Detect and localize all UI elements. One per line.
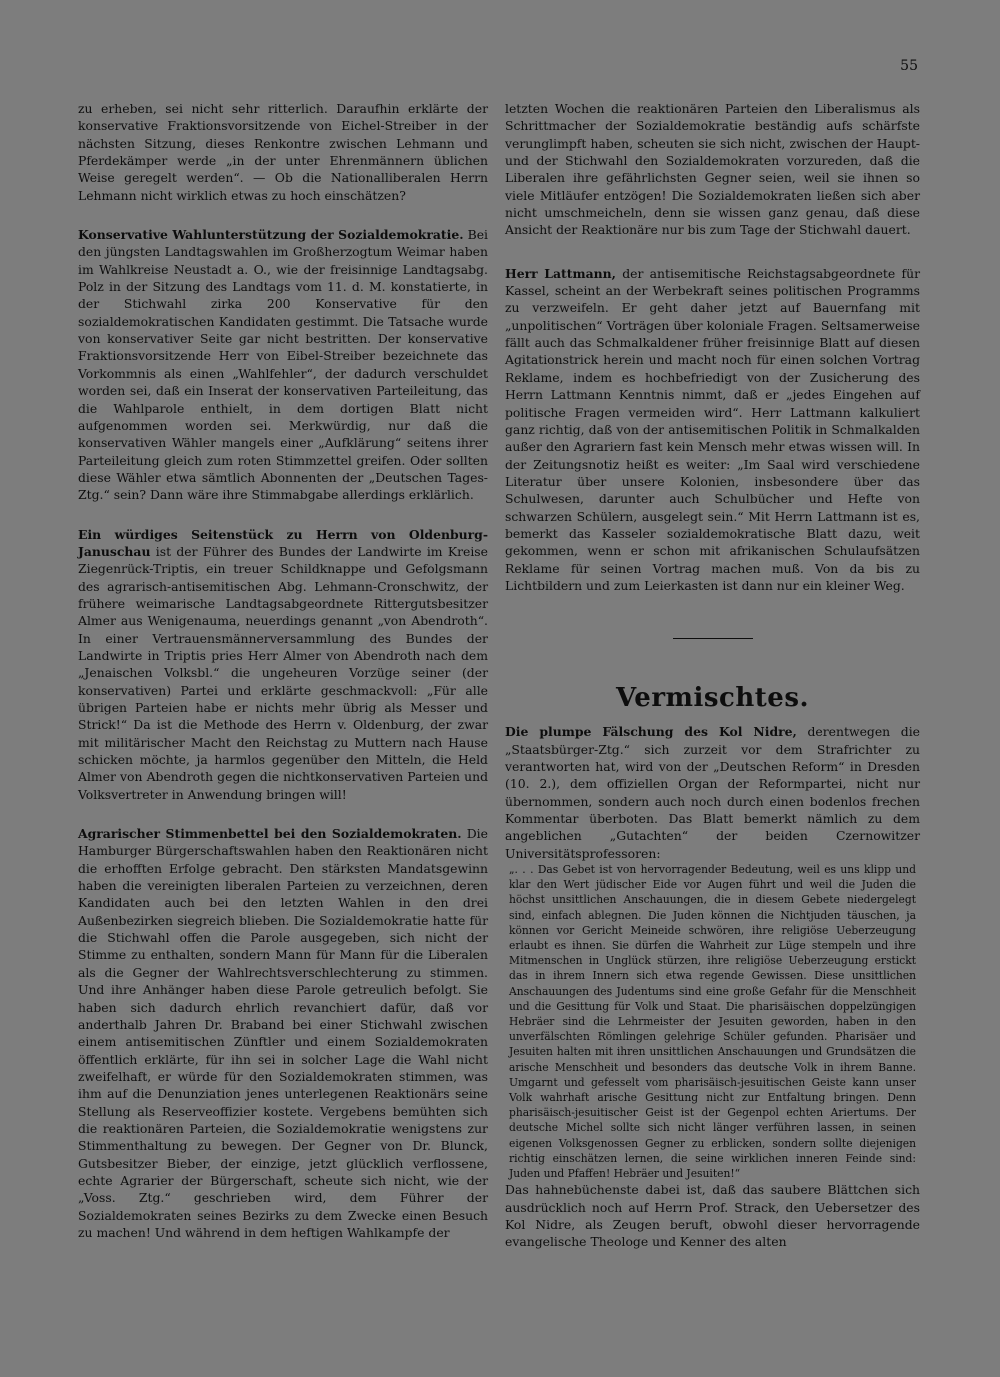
section-oldenburg [78,526,488,804]
section-text: der antisemitische Reichstagsabgeordnete für Kassel, scheint an der Werbekraft seines politischen Programms zu verzweifeln. Er geht daher jetzt auf Bauernfang mit „unpolitischen“ Vorträgen über koloniale Fragen. Seltsamerweise fällt auch das Schmalkaldener früher freisinnige Blatt auf diesen Agitationstrick herein und macht noch für einen solchen Vortrag Reklame, indem es hochbefriedigt von der Zusicherung des Herrn Lattmann Kenntnis nimmt, daß er „jedes Eingehen auf politische Fragen vermeiden wird“. Herr Lattmann kalkuliert ganz richtig, daß von der antisemitischen Politik in Schmalkalden außer den Agrariern fast kein Mensch mehr etwas wissen will. In der Zeitungsnotiz heißt es weiter: „Im Saal wird verschiedene Literatur über unsere Kolonien, insbesondere über das Schulwesen, darunter auch Schulbücher und Hefte von schwarzen Schülern, ausgelegt sein.“ Mit Herrn Lattmann ist es, bemerkt das Kasseler sozialdemokratische Blatt dazu, weit gekommen, wenn er schon mit afrikanischen Schulaufsätzen Reklame für seinen Vortrag machen muß. Von da bis zu Lichtbildern und zum Leierkasten ist dann nur ein kleiner Weg. [505,265,920,593]
section-lattmann [505,265,920,595]
section-heading: Herr Lattmann, [505,265,616,281]
vermischtes-heading: Vermischtes. [615,683,810,714]
section-text: ist der Führer des Bundes der Landwirte im Kreise Ziegenrück-Triptis, ein treuer Schildknappe und Gefolgsmann des agrarisch-antisemitischen Abg. Lehmann-Cronschwitz, der frühere weimarische Landtagsabgeordnete Rittergutsbesitzer Almer aus Wenigenauma, neuerdings genannt „von Abendroth“. In einer Vertrauensmännerversammlung des Bundes der Landwirte in Triptis pries Herr Almer von Abendroth nach dem „Jenaischen Volksbl.“ die ungeheuren Vorzüge seiner (der konservativen) Partei und erklärte geschmackvoll: „Für alle übrigen Parteien habe er nichts mehr übrig als Messer und Strick!“ Da ist die Methode des Herrn v. Oldenburg, der zwar mit militärischer Macht den Reichstag zu Muttern nach Hause schicken möchte, ja harmlos gegenüber den Mitteln, die Held Almer von Abendroth gegen die nichtkonservativen Parteien und Volksvertreter in Anwendung bringen will! [78,543,488,802]
left-column [78,100,488,1241]
quoted-passage: „. . . Das Gebet ist von hervorragender Bedeutung, weil es uns klipp und klar den Wert jüdischer Eide vor Augen führt und weil die Juden die höchst unsittlichen Anschauungen, die in diesem Gebete niedergelegt sind, einfach ablegnen. Die Juden können die Nichtjuden täuschen, ja können vor Gericht Meineide schwören, ihre religiöse Ueberzeugung erlaubt es ihnen. Sie dürfen die Wahrheit zur Lüge stempeln und ihre Mitmenschen in Unglück stürzen, ihre religiöse Ueberzeugung erstickt das in ihrem Innern sich etwa regende Gewissen. Diese unsittlichen Anschauungen des Judentums sind eine große Gefahr für die Menschheit und die Gesittung für Volk und Staat. Die pharisäischen doppelzüngigen Hebräer sind die Lehrmeister der Jesuiten geworden, haben in den unverfälschten Römlingen gelehrige Schüler gefunden. Pharisäer und Jesuiten halten mit ihren unsittlichen Anschauungen und Grundsätzen die arische Menschheit und besonders das deutsche Volk in ihrem Banne. Umgarnt und gefesselt vom pharisäisch-jesuitischen Geiste kann unser Volk wahrhaft arische Gesittung nicht zur Entfaltung bringen. Denn pharisäisch-jesuitischer Geist ist der Gegenpol echten Ariertums. Der deutsche Michel sollte sich nicht länger verführen lassen, in seinen eigenen Volksgenossen Gegner zu erblicken, sondern sollte diejenigen richtig einschätzen lernen, die seine wirklichen inneren Feinde sind: Juden und Pfaffen! Hebräer und Jesuiten!“ [509,863,916,1181]
section-heading: Agrarischer Stimmenbettel bei den Sozialdemokraten. [78,826,462,842]
left-intro-paragraph: zu erheben, sei nicht sehr ritterlich. Daraufhin erklärte der konservative Fraktionsvorsitzende von Eichel-Streiber in der nächsten Sitzung, dieses Renkontre zwischen Lehmann und Pferdekämper werde „in der unter Ehrenmännern üblichen Weise geregelt werden“. — Ob die Nationalliberalen Herrn Lehmann nicht wirklich etwas zu hoch einschätzen? [78,101,488,203]
right-column [505,100,920,1251]
section-text: derentwegen die „Staatsbürger-Ztg.“ sich zurzeit vor dem Strafrichter zu verantworten hat, wird von der „Deutschen Reform“ in Dresden (10. 2.), dem offiziellen Organ der Reformpartei, nicht nur übernommen, sondern auch noch durch einen bodenlos frechen Kommentar überboten. Das Blatt bemerkt nämlich zu dem angeblichen „Gutachten“ der beiden Czernowitzer Universitätsprofessoren: [505,724,920,861]
section-divider [673,638,753,639]
section-stimmenbettel [78,825,488,1241]
section-heading: Ein würdiges Seitenstück zu Herrn von Oldenburg-Januschau [78,526,488,559]
section-paragraph [505,265,920,595]
section-heading: Konservative Wahlunterstützung der Sozialdemokratie. [78,227,464,243]
section-heading: Die plumpe Fälschung des Kol Nidre, [505,724,797,740]
section-paragraph [78,526,488,804]
closing-paragraph: Das hahnebüchenste dabei ist, daß das saubere Blättchen sich ausdrücklich noch auf Herrn Prof. Strack, den Uebersetzer des Kol Nidre, als Zeugen beruft, obwohl dieser hervorragende evangelische Theologe und Kenner des alten [505,1182,920,1250]
kolnidre-paragraph [505,723,920,862]
section-text: Bei den jüngsten Landtagswahlen im Großherzogtum Weimar haben im Wahlkreise Neustadt a. O., wie der freisinnige Landtagsabg. Polz in der Sitzung des Landtags vom 11. d. M. konstatierte, in der Stichwahl zirka 200 Konservative für den sozialdemokratischen Kandidaten gestimmt. Die Tatsache wurde von konservativer Seite gar nicht bestritten. Der konservative Fraktionsvorsitzende Herr von Eibel-Streiber bezeichnete das Vorkommnis als einen „Wahlfehler“, der dadurch verschuldet worden sei, daß ein Inserat der konservativen Parteileitung, das die Wahlparole enthielt, in dem dortigen Blatt nicht aufgenommen worden sei. Merkwürdig, nur daß die konservativen Wähler mangels einer „Aufklärung“ seitens ihrer Parteileitung gleich zum roten Stimmzettel greifen. Oder sollten diese Wähler etwa sämtlich Abonnenten der „Deutschen Tages-Ztg.“ sein? Dann wäre ihre Stimmabgabe allerdings erklärlich. [78,227,488,503]
page-number: 55 [900,58,918,74]
section-wahlunterstuetzung [78,226,488,504]
section-paragraph [78,226,488,504]
section-text: Die Hamburger Bürgerschaftswahlen haben den Reaktionären nicht die erhofften Erfolge gebracht. Den stärksten Mandatsgewinn haben die vereinigten liberalen Parteien zu verzeichnen, deren Kandidaten auch bei den letzten Wahlen in den drei Außenbezirken siegreich blieben. Die Sozialdemokratie hatte für die Stichwahl offen die Parole ausgegeben, sich nicht der Stimme zu enthalten, sondern Mann für Mann für die Liberalen als die Gegner der Wahlrechtsverschlechterung zu stimmen. Und ihre Anhänger haben diese Parole getreulich befolgt. Sie haben sich dadurch ehrlich revanchiert dafür, daß vor anderthalb Jahren Dr. Braband bei einer Stichwahl zwischen einem antisemitischen Zünftler und einem Sozialdemokraten öffentlich erklärte, für ihn sei in solcher Lage die Wahl nicht zweifelhaft, er würde für den Sozialdemokraten stimmen, was ihm auf die Denunziation jenes unterlegenen Reaktionärs seine Stellung als Reserveoffizier kostete. Vergebens bemühten sich die reaktionären Parteien, die Sozialdemokratie wenigstens zur Stimmenthaltung zu bewegen. Der Gegner von Dr. Blunck, Gutsbesitzer Bieber, der einzige, jetzt glücklich verflossene, echte Agrarier der Bürgerschaft, scheute sich nicht, wie der „Voss. Ztg.“ geschrieben wird, dem Führer der Sozialdemokraten seines Bezirks zu dem Zwecke einen Besuch zu machen! Und während in dem heftigen Wahlkampfe der [78,826,488,1240]
section-paragraph [78,825,488,1241]
right-continuation-paragraph: letzten Wochen die reaktionären Parteien den Liberalismus als Schrittmacher der Sozialdemokratie beständig aufs schärfste verunglimpft haben, scheuten sie sich nicht, zwischen der Haupt- und der Stichwahl den Sozialdemokraten vorzureden, daß die Liberalen ihre gefährlichsten Gegner seien, weil sie ihnen so viele Mitläufer entzögen! Die Sozialdemokraten ließen sich aber nicht umschmeicheln, denn sie wissen ganz genau, daß diese Ansicht der Reaktionäre nur bis zum Tage der Stichwahl dauert. [505,101,920,238]
